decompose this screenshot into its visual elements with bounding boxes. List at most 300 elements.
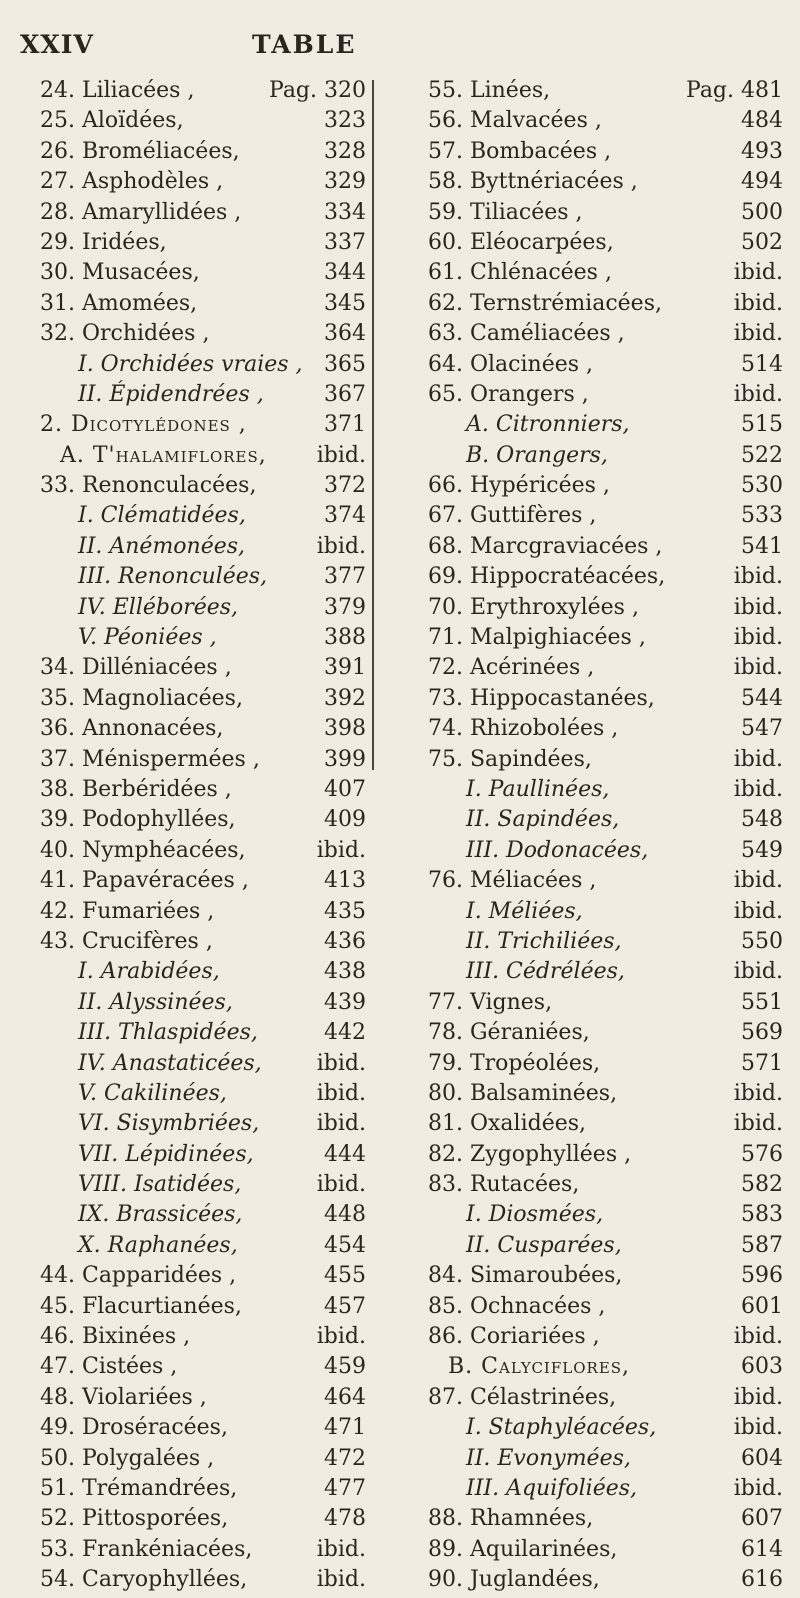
entry-label: A. Citronniers, [466, 412, 630, 438]
toc-entry [40, 1263, 366, 1293]
entry-page: 569 [741, 1020, 783, 1046]
toc-entry [428, 747, 783, 777]
entry-label: IV. Elléborées, [78, 594, 239, 620]
entry-label: 74. Rhizobolées , [428, 716, 619, 742]
toc-entry [40, 899, 366, 929]
entry-label: 86. Coriariées , [428, 1324, 600, 1350]
entry-label: 41. Papavéracées , [40, 868, 249, 894]
entry-label: VI. Sisymbriées, [78, 1111, 260, 1137]
toc-entry [40, 503, 366, 533]
toc-entry [428, 625, 783, 655]
toc-entry [40, 1142, 366, 1172]
entry-label: 2. Dicotylédones , [40, 412, 247, 438]
entry-page: ibid. [733, 594, 783, 620]
toc-entry [40, 382, 366, 412]
entry-page: 494 [741, 169, 783, 195]
toc-entry [428, 1476, 783, 1506]
entry-label: 81. Oxalidées, [428, 1111, 587, 1137]
toc-entry [428, 352, 783, 382]
entry-label: III. Cédrélées, [466, 959, 625, 985]
toc-entry [428, 78, 783, 108]
entry-label: 39. Podophyllées, [40, 807, 236, 833]
toc-entry [428, 1081, 783, 1111]
entry-page: 337 [324, 229, 366, 255]
entry-label: 69. Hippocratéacées, [428, 564, 666, 590]
entry-page: 533 [741, 503, 783, 529]
entry-page: 371 [324, 412, 366, 438]
entry-page: ibid. [316, 1567, 366, 1593]
entry-label: 58. Byttnériacées , [428, 169, 638, 195]
toc-entry [428, 473, 783, 503]
entry-page: 399 [324, 746, 366, 772]
entry-label: 56. Malvacées , [428, 108, 602, 134]
entry-page: 548 [741, 807, 783, 833]
entry-page: 544 [741, 685, 783, 711]
toc-entry [40, 321, 366, 351]
entry-page: 596 [741, 1263, 783, 1289]
entry-page: ibid. [316, 1324, 366, 1350]
toc-entry [40, 1233, 366, 1263]
entry-page: 328 [324, 138, 366, 164]
entry-label: IV. Anastaticées, [78, 1050, 262, 1076]
entry-page: 372 [324, 473, 366, 499]
toc-entry [428, 1142, 783, 1172]
toc-entry [40, 1446, 366, 1476]
toc-entry [428, 534, 783, 564]
entry-label: 44. Capparidées , [40, 1263, 237, 1289]
entry-label: 55. Linées, [428, 78, 551, 103]
entry-label: 75. Sapindées, [428, 746, 592, 772]
entry-label: I. Orchidées vraies , [78, 351, 303, 377]
entry-label: III. Aquifoliées, [466, 1475, 638, 1501]
entry-page: 392 [324, 685, 366, 711]
page-number: XXIV [20, 30, 94, 59]
entry-label: III. Renonculées, [78, 564, 268, 590]
entry-label: 53. Frankéniacées, [40, 1536, 253, 1562]
toc-entry [40, 1111, 366, 1141]
entry-label: 70. Erythroxylées , [428, 594, 639, 620]
toc-entry [40, 686, 366, 716]
entry-label: 82. Zygophyllées , [428, 1141, 632, 1167]
entry-label: 52. Pittosporées, [40, 1506, 229, 1532]
entry-label: II. Alyssinées, [78, 989, 233, 1015]
entry-page: 541 [741, 533, 783, 559]
entry-page: 604 [741, 1445, 783, 1471]
toc-entry [40, 108, 366, 138]
toc-entry [40, 412, 366, 442]
entry-label: 35. Magnoliacées, [40, 685, 243, 711]
left-column [40, 78, 366, 1598]
entry-page: 571 [741, 1050, 783, 1076]
entry-page: 448 [324, 1202, 366, 1228]
entry-label: 50. Polygalées , [40, 1445, 215, 1471]
entry-page: ibid. [316, 1080, 366, 1106]
entry-page: 493 [741, 138, 783, 164]
entry-label: 78. Géraniées, [428, 1020, 590, 1046]
entry-page: 455 [324, 1263, 366, 1289]
toc-entry [428, 777, 783, 807]
toc-entry [428, 1111, 783, 1141]
entry-page: 439 [324, 989, 366, 1015]
toc-entry [40, 1172, 366, 1202]
entry-page: 413 [324, 868, 366, 894]
toc-entry [40, 625, 366, 655]
toc-entry [40, 929, 366, 959]
toc-entry [40, 78, 366, 108]
entry-label: B. Calyciflores, [448, 1354, 631, 1380]
entry-label: 62. Ternstrémiacées, [428, 290, 662, 316]
entry-page: 500 [741, 199, 783, 225]
entry-page: Pag. 320 [269, 78, 366, 103]
entry-label: II. Trichiliées, [466, 928, 622, 954]
entry-page: 334 [324, 199, 366, 225]
toc-entry [428, 868, 783, 898]
entry-page: ibid. [733, 746, 783, 772]
entry-label: 87. Célastrinées, [428, 1384, 617, 1410]
toc-entry [428, 1202, 783, 1232]
entry-label: 76. Méliacées , [428, 868, 597, 894]
entry-label: A. T'halamiflores, [60, 442, 267, 468]
entry-page: 464 [324, 1384, 366, 1410]
entry-page: 471 [324, 1415, 366, 1441]
toc-entry [428, 1294, 783, 1324]
entry-page: 551 [741, 989, 783, 1015]
toc-entry [428, 1172, 783, 1202]
entry-page: 547 [741, 716, 783, 742]
entry-page: 344 [324, 260, 366, 286]
entry-label: 59. Tiliacées , [428, 199, 583, 225]
entry-page: ibid. [316, 1111, 366, 1137]
entry-page: ibid. [733, 1384, 783, 1410]
toc-entry [428, 443, 783, 473]
entry-page: 407 [324, 776, 366, 802]
toc-entry [428, 1415, 783, 1445]
entry-label: 31. Amomées, [40, 290, 198, 316]
toc-entry [40, 1354, 366, 1384]
toc-entry [40, 655, 366, 685]
toc-entry [428, 838, 783, 868]
entry-page: ibid. [316, 1536, 366, 1562]
toc-entry [40, 352, 366, 382]
entry-page: 377 [324, 564, 366, 590]
entry-page: 478 [324, 1506, 366, 1532]
toc-entry [428, 260, 783, 290]
entry-label: 88. Rhamnées, [428, 1506, 594, 1532]
entry-label: X. Raphanées, [78, 1232, 238, 1258]
toc-entry [428, 899, 783, 929]
entry-label: 30. Musacées, [40, 260, 200, 286]
toc-entry [428, 200, 783, 230]
entry-label: 72. Acérinées , [428, 655, 595, 681]
entry-page: ibid. [733, 1415, 783, 1441]
toc-entry [428, 716, 783, 746]
entry-page: 435 [324, 898, 366, 924]
toc-entry [40, 1051, 366, 1081]
entry-label: 60. Eléocarpées, [428, 229, 614, 255]
entry-page: 472 [324, 1445, 366, 1471]
entry-page: Pag. 481 [686, 78, 783, 103]
toc-entry [40, 230, 366, 260]
toc-entry [40, 534, 366, 564]
toc-entry [428, 595, 783, 625]
toc-entry [40, 443, 366, 473]
entry-page: ibid. [733, 1080, 783, 1106]
entry-label: 57. Bombacées , [428, 138, 612, 164]
toc-entry [428, 1233, 783, 1263]
toc-entry [428, 321, 783, 351]
toc-entry [40, 990, 366, 1020]
page-title: TABLE [252, 30, 357, 59]
entry-label: 36. Annonacées, [40, 716, 224, 742]
entry-page: 329 [324, 169, 366, 195]
entry-label: VII. Lépidinées, [78, 1141, 254, 1167]
entry-page: 459 [324, 1354, 366, 1380]
entry-label: 67. Guttifères , [428, 503, 597, 529]
entry-page: 457 [324, 1293, 366, 1319]
entry-label: 42. Fumariées , [40, 898, 215, 924]
toc-entry [428, 1506, 783, 1536]
entry-label: 45. Flacurtianées, [40, 1293, 242, 1319]
entry-label: I. Clématidées, [78, 503, 246, 529]
toc-entry [40, 1415, 366, 1445]
entry-page: 365 [324, 351, 366, 377]
toc-entry [40, 1081, 366, 1111]
entry-page: ibid. [733, 1475, 783, 1501]
toc-entry [428, 1354, 783, 1384]
entry-label: 83. Rutacées, [428, 1172, 580, 1198]
entry-page: 409 [324, 807, 366, 833]
entry-page: ibid. [733, 1324, 783, 1350]
toc-entry [40, 1476, 366, 1506]
entry-page: 367 [324, 381, 366, 407]
entry-label: 27. Asphodèles , [40, 169, 224, 195]
entry-label: 37. Ménispermées , [40, 746, 260, 772]
entry-label: 51. Trémandrées, [40, 1475, 238, 1501]
entry-page: 436 [324, 928, 366, 954]
toc-entry [428, 1537, 783, 1567]
entry-label: I. Staphyléacées, [466, 1415, 657, 1441]
entry-page: ibid. [733, 959, 783, 985]
entry-label: 29. Iridées, [40, 229, 167, 255]
entry-page: ibid. [733, 1111, 783, 1137]
entry-label: 34. Dilléniacées , [40, 655, 232, 681]
toc-entry [428, 139, 783, 169]
toc-entry [40, 200, 366, 230]
entry-page: 607 [741, 1506, 783, 1532]
toc-entry [40, 564, 366, 594]
toc-entry [40, 777, 366, 807]
entry-label: 40. Nymphéacées, [40, 837, 246, 863]
entry-page: ibid. [733, 776, 783, 802]
entry-page: ibid. [733, 381, 783, 407]
entry-page: 614 [741, 1536, 783, 1562]
entry-page: ibid. [733, 564, 783, 590]
entry-label: B. Orangers, [466, 442, 608, 468]
toc-entry [40, 807, 366, 837]
toc-entry [40, 595, 366, 625]
entry-page: 345 [324, 290, 366, 316]
toc-entry [428, 503, 783, 533]
entry-page: 364 [324, 321, 366, 347]
entry-page: ibid. [733, 868, 783, 894]
entry-page: 587 [741, 1232, 783, 1258]
entry-page: ibid. [733, 898, 783, 924]
entry-label: 43. Crucifères , [40, 928, 213, 954]
entry-label: IX. Brassicées, [78, 1202, 243, 1228]
toc-entry [428, 169, 783, 199]
entry-page: ibid. [733, 655, 783, 681]
entry-page: ibid. [316, 1050, 366, 1076]
entry-page: 530 [741, 473, 783, 499]
entry-label: 47. Cistées , [40, 1354, 178, 1380]
entry-label: VIII. Isatidées, [78, 1172, 242, 1198]
toc-entry [428, 1051, 783, 1081]
entry-page: 515 [741, 412, 783, 438]
toc-entry [40, 868, 366, 898]
entry-label: 73. Hippocastanées, [428, 685, 655, 711]
entry-label: 63. Caméliacées , [428, 321, 625, 347]
toc-entry [40, 959, 366, 989]
entry-label: II. Épidendrées , [78, 381, 264, 407]
toc-entry [428, 1263, 783, 1293]
entry-page: ibid. [316, 1172, 366, 1198]
entry-page: 502 [741, 229, 783, 255]
entry-page: 323 [324, 108, 366, 134]
entry-page: 444 [324, 1141, 366, 1167]
entry-page: 442 [324, 1020, 366, 1046]
toc-entry [40, 1567, 366, 1597]
entry-label: 32. Orchidées , [40, 321, 210, 347]
column-divider [372, 80, 374, 770]
entry-label: 48. Violariées , [40, 1384, 207, 1410]
toc-entry [428, 959, 783, 989]
entry-label: 65. Orangers , [428, 381, 589, 407]
entry-label: 26. Broméliacées, [40, 138, 240, 164]
entry-page: 388 [324, 625, 366, 651]
entry-label: I. Méliées, [466, 898, 583, 924]
entry-label: I. Diosmées, [466, 1202, 604, 1228]
toc-entry [428, 686, 783, 716]
toc-entry [428, 291, 783, 321]
toc-entry [40, 716, 366, 746]
toc-entry [40, 260, 366, 290]
entry-page: ibid. [733, 321, 783, 347]
entry-label: 49. Droséracées, [40, 1415, 228, 1441]
entry-page: 379 [324, 594, 366, 620]
entry-label: 89. Aquilarinées, [428, 1536, 618, 1562]
entry-page: ibid. [733, 290, 783, 316]
toc-entry [428, 1020, 783, 1050]
entry-label: II. Sapindées, [466, 807, 620, 833]
entry-label: 46. Bixinées , [40, 1324, 191, 1350]
entry-page: 601 [741, 1293, 783, 1319]
toc-entry [40, 1385, 366, 1415]
toc-entry [40, 473, 366, 503]
toc-entry [428, 1324, 783, 1354]
entry-label: 80. Balsaminées, [428, 1080, 618, 1106]
toc-entry [40, 1537, 366, 1567]
toc-entry [428, 807, 783, 837]
entry-label: 28. Amaryllidées , [40, 199, 242, 225]
toc-entry [40, 747, 366, 777]
entry-label: 66. Hypéricées , [428, 473, 610, 499]
entry-page: ibid. [316, 533, 366, 559]
entry-label: 90. Juglandées, [428, 1567, 600, 1593]
entry-label: II. Evonymées, [466, 1445, 631, 1471]
toc-entry [428, 230, 783, 260]
toc-entry [40, 1324, 366, 1354]
entry-label: 24. Liliacées , [40, 78, 195, 103]
entry-label: 84. Simaroubées, [428, 1263, 623, 1289]
entry-label: 79. Tropéolées, [428, 1050, 601, 1076]
entry-label: 33. Renonculacées, [40, 473, 257, 499]
right-column [428, 78, 783, 1598]
entry-page: 522 [741, 442, 783, 468]
entry-label: I. Arabidées, [78, 959, 220, 985]
entry-page: 616 [741, 1567, 783, 1593]
entry-label: V. Cakilinées, [78, 1080, 227, 1106]
entry-label: 77. Vignes, [428, 989, 553, 1015]
entry-label: 38. Berbéridées , [40, 776, 232, 802]
entry-label: II. Anémonées, [78, 533, 246, 559]
entry-page: 514 [741, 351, 783, 377]
entry-page: ibid. [733, 625, 783, 651]
toc-entry [428, 929, 783, 959]
toc-entry [428, 655, 783, 685]
entry-page: 374 [324, 503, 366, 529]
entry-page: 454 [324, 1232, 366, 1258]
entry-page: 582 [741, 1172, 783, 1198]
entry-page: 391 [324, 655, 366, 681]
entry-page: 549 [741, 837, 783, 863]
entry-page: 477 [324, 1475, 366, 1501]
entry-page: ibid. [316, 837, 366, 863]
entry-page: 583 [741, 1202, 783, 1228]
entry-label: II. Cusparées, [466, 1232, 622, 1258]
toc-entry [40, 291, 366, 321]
toc-entry [40, 1020, 366, 1050]
toc-entry [428, 412, 783, 442]
entry-page: ibid. [733, 260, 783, 286]
entry-label: 68. Marcgraviacées , [428, 533, 663, 559]
entry-label: 71. Malpighiacées , [428, 625, 646, 651]
entry-label: III. Thlaspidées, [78, 1020, 258, 1046]
toc-entry [40, 1294, 366, 1324]
entry-label: V. Péoniées , [78, 625, 217, 651]
entry-label: 85. Ochnacées , [428, 1293, 606, 1319]
entry-page: 576 [741, 1141, 783, 1167]
entry-label: 25. Aloïdées, [40, 108, 184, 134]
entry-page: 603 [741, 1354, 783, 1380]
toc-entry [40, 1202, 366, 1232]
entry-page: 398 [324, 716, 366, 742]
toc-entry [428, 1567, 783, 1597]
toc-entry [428, 990, 783, 1020]
toc-entry [428, 108, 783, 138]
entry-page: 550 [741, 928, 783, 954]
toc-entry [40, 1506, 366, 1536]
entry-label: 64. Olacinées , [428, 351, 594, 377]
toc-entry [40, 838, 366, 868]
entry-label: III. Dodonacées, [466, 837, 649, 863]
toc-entry [428, 1385, 783, 1415]
entry-label: 54. Caryophyllées, [40, 1567, 248, 1593]
entry-label: I. Paullinées, [466, 776, 610, 802]
entry-page: ibid. [316, 442, 366, 468]
entry-page: 438 [324, 959, 366, 985]
toc-entry [428, 1446, 783, 1476]
toc-entry [40, 139, 366, 169]
